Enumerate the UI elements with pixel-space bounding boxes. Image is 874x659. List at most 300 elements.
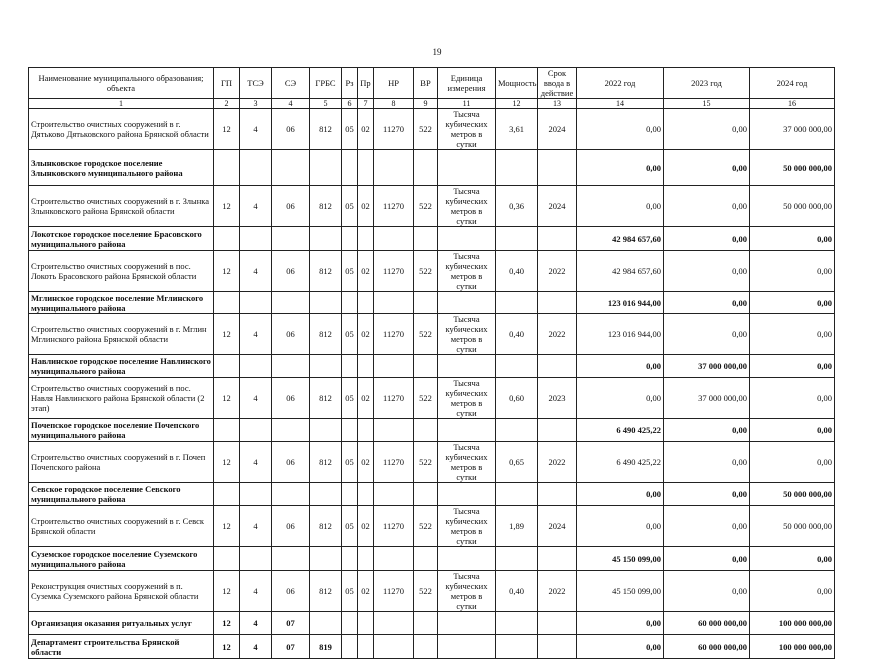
cell-name: Севское городское поселение Севского муниципального района xyxy=(29,483,214,506)
cell-vr: 522 xyxy=(414,314,438,355)
cell-nr xyxy=(374,547,414,571)
cell-2022: 6 490 425,22 xyxy=(577,419,664,442)
cell-pr xyxy=(358,292,374,314)
cell-tse xyxy=(240,227,272,251)
cell-pr: 02 xyxy=(358,251,374,292)
cell-pr: 02 xyxy=(358,571,374,612)
cell-se xyxy=(272,292,310,314)
cell-se: 06 xyxy=(272,378,310,419)
cell-grbs xyxy=(310,292,342,314)
cell-pr xyxy=(358,483,374,506)
cell-se xyxy=(272,355,310,378)
cell-se xyxy=(272,227,310,251)
cell-name: Строительство очистных сооружений в г. Почеп Почепского района xyxy=(29,442,214,483)
cell-tse: 4 xyxy=(240,612,272,635)
table-row xyxy=(29,251,835,292)
cell-capacity: 3,61 xyxy=(496,109,538,150)
cell-rz: 05 xyxy=(342,251,358,292)
table-row xyxy=(29,292,835,314)
table-row xyxy=(29,355,835,378)
cell-gp: 12 xyxy=(214,251,240,292)
column-number: 2 xyxy=(214,99,240,109)
column-number: 12 xyxy=(496,99,538,109)
cell-commissioning: 2022 xyxy=(538,314,577,355)
cell-se xyxy=(272,419,310,442)
header-2024: 2024 год xyxy=(750,68,835,99)
cell-capacity: 0,36 xyxy=(496,186,538,227)
cell-gp xyxy=(214,483,240,506)
header-2023: 2023 год xyxy=(664,68,750,99)
cell-unit xyxy=(438,355,496,378)
column-number: 8 xyxy=(374,99,414,109)
cell-commissioning xyxy=(538,419,577,442)
cell-name: Суземское городское поселение Суземского муниципального района xyxy=(29,547,214,571)
cell-2022: 0,00 xyxy=(577,378,664,419)
cell-name: Строительство очистных сооружений в пос. Навля Навлинского района Брянской области (2 этап) xyxy=(29,378,214,419)
cell-grbs: 819 xyxy=(310,635,342,659)
cell-rz: 05 xyxy=(342,186,358,227)
cell-tse: 4 xyxy=(240,506,272,547)
cell-2022: 0,00 xyxy=(577,355,664,378)
cell-vr: 522 xyxy=(414,506,438,547)
table-row xyxy=(29,506,835,547)
cell-name: Локотское городское поселение Брасовского муниципального района xyxy=(29,227,214,251)
column-number: 6 xyxy=(342,99,358,109)
cell-unit: Тысяча кубических метров в сутки xyxy=(438,378,496,419)
cell-vr: 522 xyxy=(414,186,438,227)
cell-2024: 0,00 xyxy=(750,547,835,571)
cell-vr: 522 xyxy=(414,109,438,150)
cell-unit xyxy=(438,227,496,251)
cell-tse xyxy=(240,483,272,506)
table-row xyxy=(29,612,835,635)
cell-grbs: 812 xyxy=(310,442,342,483)
budget-table xyxy=(28,67,835,659)
cell-capacity xyxy=(496,612,538,635)
cell-tse xyxy=(240,150,272,186)
cell-rz xyxy=(342,612,358,635)
cell-vr: 522 xyxy=(414,571,438,612)
cell-2024: 0,00 xyxy=(750,571,835,612)
cell-se xyxy=(272,547,310,571)
column-number: 5 xyxy=(310,99,342,109)
cell-tse xyxy=(240,292,272,314)
column-number: 3 xyxy=(240,99,272,109)
cell-name: Департамент строительства Брянской области xyxy=(29,635,214,659)
cell-rz: 05 xyxy=(342,571,358,612)
cell-rz xyxy=(342,635,358,659)
cell-name: Строительство очистных сооружений в пос. Локоть Брасовского района Брянской области xyxy=(29,251,214,292)
cell-tse: 4 xyxy=(240,314,272,355)
table-row xyxy=(29,571,835,612)
cell-grbs: 812 xyxy=(310,109,342,150)
cell-2024: 50 000 000,00 xyxy=(750,483,835,506)
cell-2022: 42 984 657,60 xyxy=(577,251,664,292)
cell-2024: 0,00 xyxy=(750,355,835,378)
cell-2023: 0,00 xyxy=(664,571,750,612)
cell-2024: 0,00 xyxy=(750,314,835,355)
cell-capacity xyxy=(496,355,538,378)
cell-unit: Тысяча кубических метров в сутки xyxy=(438,571,496,612)
cell-2023: 37 000 000,00 xyxy=(664,378,750,419)
cell-unit xyxy=(438,612,496,635)
cell-unit: Тысяча кубических метров в сутки xyxy=(438,314,496,355)
cell-vr xyxy=(414,227,438,251)
table-row xyxy=(29,378,835,419)
cell-nr: 11270 xyxy=(374,506,414,547)
cell-commissioning: 2023 xyxy=(538,378,577,419)
table-row xyxy=(29,442,835,483)
cell-capacity: 0,60 xyxy=(496,378,538,419)
column-number: 1 xyxy=(29,99,214,109)
cell-grbs xyxy=(310,483,342,506)
cell-2023: 0,00 xyxy=(664,442,750,483)
cell-rz xyxy=(342,227,358,251)
cell-name: Злынковское городское поселение Злынковского муниципального района xyxy=(29,150,214,186)
cell-gp xyxy=(214,227,240,251)
cell-grbs xyxy=(310,355,342,378)
cell-gp xyxy=(214,419,240,442)
cell-gp: 12 xyxy=(214,378,240,419)
cell-2022: 123 016 944,00 xyxy=(577,314,664,355)
cell-se: 06 xyxy=(272,251,310,292)
cell-rz xyxy=(342,150,358,186)
cell-pr: 02 xyxy=(358,314,374,355)
cell-unit xyxy=(438,483,496,506)
cell-2023: 60 000 000,00 xyxy=(664,612,750,635)
cell-capacity: 0,40 xyxy=(496,314,538,355)
cell-pr xyxy=(358,227,374,251)
cell-tse: 4 xyxy=(240,109,272,150)
cell-vr xyxy=(414,355,438,378)
cell-unit: Тысяча кубических метров в сутки xyxy=(438,506,496,547)
column-number: 16 xyxy=(750,99,835,109)
cell-pr: 02 xyxy=(358,442,374,483)
cell-commissioning xyxy=(538,292,577,314)
cell-pr xyxy=(358,150,374,186)
cell-grbs xyxy=(310,612,342,635)
cell-nr: 11270 xyxy=(374,186,414,227)
cell-pr xyxy=(358,419,374,442)
cell-2023: 0,00 xyxy=(664,150,750,186)
cell-commissioning: 2022 xyxy=(538,251,577,292)
cell-2022: 0,00 xyxy=(577,150,664,186)
cell-pr: 02 xyxy=(358,109,374,150)
cell-2024: 0,00 xyxy=(750,292,835,314)
cell-unit: Тысяча кубических метров в сутки xyxy=(438,186,496,227)
cell-unit xyxy=(438,292,496,314)
cell-nr xyxy=(374,635,414,659)
cell-nr: 11270 xyxy=(374,442,414,483)
table-row xyxy=(29,483,835,506)
cell-unit xyxy=(438,547,496,571)
table-row xyxy=(29,547,835,571)
cell-gp: 12 xyxy=(214,506,240,547)
cell-nr xyxy=(374,419,414,442)
cell-grbs: 812 xyxy=(310,571,342,612)
cell-name: Строительство очистных сооружений в г. Севск Брянской области xyxy=(29,506,214,547)
cell-unit: Тысяча кубических метров в сутки xyxy=(438,442,496,483)
cell-2023: 0,00 xyxy=(664,314,750,355)
header-capacity: Мощность xyxy=(496,68,538,99)
cell-commissioning: 2022 xyxy=(538,571,577,612)
cell-se xyxy=(272,150,310,186)
cell-rz: 05 xyxy=(342,506,358,547)
cell-pr: 02 xyxy=(358,506,374,547)
cell-se: 06 xyxy=(272,506,310,547)
cell-grbs xyxy=(310,227,342,251)
cell-2023: 0,00 xyxy=(664,483,750,506)
cell-2022: 6 490 425,22 xyxy=(577,442,664,483)
table-row xyxy=(29,150,835,186)
cell-2022: 42 984 657,60 xyxy=(577,227,664,251)
cell-tse: 4 xyxy=(240,635,272,659)
cell-nr: 11270 xyxy=(374,251,414,292)
header-unit: Единица измерения xyxy=(438,68,496,99)
cell-rz xyxy=(342,355,358,378)
cell-2022: 123 016 944,00 xyxy=(577,292,664,314)
cell-unit: Тысяча кубических метров в сутки xyxy=(438,251,496,292)
column-number: 7 xyxy=(358,99,374,109)
cell-pr xyxy=(358,612,374,635)
cell-unit: Тысяча кубических метров в сутки xyxy=(438,109,496,150)
cell-2024: 50 000 000,00 xyxy=(750,506,835,547)
cell-2023: 0,00 xyxy=(664,419,750,442)
cell-nr xyxy=(374,612,414,635)
cell-grbs: 812 xyxy=(310,314,342,355)
header-pr: Пр xyxy=(358,68,374,99)
cell-nr: 11270 xyxy=(374,109,414,150)
cell-gp: 12 xyxy=(214,109,240,150)
cell-2023: 0,00 xyxy=(664,547,750,571)
cell-2022: 0,00 xyxy=(577,483,664,506)
cell-grbs: 812 xyxy=(310,186,342,227)
table-body xyxy=(29,109,835,659)
cell-2022: 45 150 099,00 xyxy=(577,547,664,571)
cell-unit xyxy=(438,150,496,186)
cell-2024: 0,00 xyxy=(750,227,835,251)
cell-capacity: 0,65 xyxy=(496,442,538,483)
cell-capacity: 1,89 xyxy=(496,506,538,547)
cell-nr: 11270 xyxy=(374,571,414,612)
cell-tse: 4 xyxy=(240,442,272,483)
table-row xyxy=(29,419,835,442)
cell-gp: 12 xyxy=(214,571,240,612)
cell-commissioning: 2024 xyxy=(538,506,577,547)
cell-2023: 37 000 000,00 xyxy=(664,355,750,378)
table-row xyxy=(29,314,835,355)
cell-se: 06 xyxy=(272,314,310,355)
cell-unit xyxy=(438,635,496,659)
cell-commissioning xyxy=(538,483,577,506)
header-nr: НР xyxy=(374,68,414,99)
cell-vr xyxy=(414,635,438,659)
cell-2023: 0,00 xyxy=(664,186,750,227)
cell-pr xyxy=(358,547,374,571)
header-2022: 2022 год xyxy=(577,68,664,99)
cell-2024: 0,00 xyxy=(750,419,835,442)
cell-pr: 02 xyxy=(358,378,374,419)
cell-2022: 45 150 099,00 xyxy=(577,571,664,612)
cell-nr xyxy=(374,227,414,251)
column-number: 13 xyxy=(538,99,577,109)
cell-gp: 12 xyxy=(214,612,240,635)
cell-2024: 0,00 xyxy=(750,251,835,292)
cell-name: Реконструкция очистных сооружений в п. Суземка Суземского района Брянской области xyxy=(29,571,214,612)
cell-vr: 522 xyxy=(414,378,438,419)
cell-commissioning xyxy=(538,635,577,659)
cell-capacity xyxy=(496,419,538,442)
column-number-row xyxy=(29,99,835,109)
cell-commissioning xyxy=(538,150,577,186)
cell-commissioning xyxy=(538,547,577,571)
header-commissioning: Срок ввода в действие xyxy=(538,68,577,99)
cell-name: Мглинское городское поселение Мглинского муниципального района xyxy=(29,292,214,314)
cell-se: 06 xyxy=(272,442,310,483)
cell-rz: 05 xyxy=(342,442,358,483)
cell-commissioning xyxy=(538,227,577,251)
cell-nr xyxy=(374,150,414,186)
cell-gp: 12 xyxy=(214,442,240,483)
cell-grbs: 812 xyxy=(310,251,342,292)
cell-nr xyxy=(374,355,414,378)
cell-vr xyxy=(414,483,438,506)
cell-rz xyxy=(342,483,358,506)
cell-vr xyxy=(414,547,438,571)
cell-2023: 0,00 xyxy=(664,506,750,547)
cell-2022: 0,00 xyxy=(577,186,664,227)
cell-2024: 100 000 000,00 xyxy=(750,635,835,659)
cell-2022: 0,00 xyxy=(577,506,664,547)
cell-vr xyxy=(414,292,438,314)
cell-name: Навлинское городское поселение Навлинского муниципального района xyxy=(29,355,214,378)
header-grbs: ГРБС xyxy=(310,68,342,99)
cell-capacity xyxy=(496,483,538,506)
cell-se: 06 xyxy=(272,186,310,227)
cell-2024: 0,00 xyxy=(750,378,835,419)
column-number: 14 xyxy=(577,99,664,109)
cell-commissioning: 2024 xyxy=(538,186,577,227)
cell-commissioning: 2022 xyxy=(538,442,577,483)
cell-nr xyxy=(374,483,414,506)
cell-se: 06 xyxy=(272,571,310,612)
cell-se: 07 xyxy=(272,612,310,635)
cell-tse xyxy=(240,355,272,378)
page-number: 19 xyxy=(432,47,442,57)
cell-capacity: 0,40 xyxy=(496,571,538,612)
cell-tse xyxy=(240,547,272,571)
header-gp: ГП xyxy=(214,68,240,99)
header-name: Наименование муниципального образования; объекта xyxy=(29,68,214,99)
cell-capacity xyxy=(496,227,538,251)
cell-rz: 05 xyxy=(342,109,358,150)
cell-nr: 11270 xyxy=(374,378,414,419)
cell-pr: 02 xyxy=(358,186,374,227)
cell-gp: 12 xyxy=(214,635,240,659)
header-se: СЭ xyxy=(272,68,310,99)
cell-unit xyxy=(438,419,496,442)
cell-grbs: 812 xyxy=(310,506,342,547)
cell-name: Строительство очистных сооружений в г. Дятьково Дятьковского района Брянской области xyxy=(29,109,214,150)
column-number: 11 xyxy=(438,99,496,109)
cell-name: Строительство очистных сооружений в г. Злынка Злынковского района Брянской области xyxy=(29,186,214,227)
cell-grbs xyxy=(310,150,342,186)
cell-gp xyxy=(214,355,240,378)
cell-grbs xyxy=(310,419,342,442)
table-row xyxy=(29,186,835,227)
header-rz: Рз xyxy=(342,68,358,99)
cell-gp xyxy=(214,150,240,186)
cell-pr xyxy=(358,635,374,659)
cell-tse: 4 xyxy=(240,378,272,419)
cell-tse: 4 xyxy=(240,571,272,612)
cell-rz xyxy=(342,292,358,314)
cell-se: 07 xyxy=(272,635,310,659)
cell-gp: 12 xyxy=(214,314,240,355)
cell-2024: 50 000 000,00 xyxy=(750,186,835,227)
column-number: 9 xyxy=(414,99,438,109)
cell-grbs xyxy=(310,547,342,571)
cell-2024: 0,00 xyxy=(750,442,835,483)
cell-commissioning xyxy=(538,355,577,378)
cell-name: Организация оказания ритуальных услуг xyxy=(29,612,214,635)
cell-capacity xyxy=(496,150,538,186)
cell-capacity xyxy=(496,292,538,314)
cell-2024: 37 000 000,00 xyxy=(750,109,835,150)
cell-grbs: 812 xyxy=(310,378,342,419)
cell-nr: 11270 xyxy=(374,314,414,355)
cell-2022: 0,00 xyxy=(577,612,664,635)
cell-se: 06 xyxy=(272,109,310,150)
cell-nr xyxy=(374,292,414,314)
cell-vr: 522 xyxy=(414,251,438,292)
cell-2023: 0,00 xyxy=(664,251,750,292)
cell-commissioning: 2024 xyxy=(538,109,577,150)
header-vr: ВР xyxy=(414,68,438,99)
cell-gp: 12 xyxy=(214,186,240,227)
cell-2023: 0,00 xyxy=(664,227,750,251)
cell-tse xyxy=(240,419,272,442)
cell-2024: 100 000 000,00 xyxy=(750,612,835,635)
cell-2022: 0,00 xyxy=(577,109,664,150)
cell-capacity xyxy=(496,635,538,659)
cell-vr: 522 xyxy=(414,442,438,483)
cell-rz: 05 xyxy=(342,314,358,355)
column-number: 15 xyxy=(664,99,750,109)
table-row xyxy=(29,109,835,150)
cell-rz xyxy=(342,547,358,571)
cell-vr xyxy=(414,419,438,442)
cell-se xyxy=(272,483,310,506)
cell-2024: 50 000 000,00 xyxy=(750,150,835,186)
column-number: 4 xyxy=(272,99,310,109)
header-tse: ТСЭ xyxy=(240,68,272,99)
cell-commissioning xyxy=(538,612,577,635)
cell-2023: 0,00 xyxy=(664,109,750,150)
cell-gp xyxy=(214,547,240,571)
table-row xyxy=(29,227,835,251)
cell-name: Строительство очистных сооружений в г. Мглин Мглинского района Брянской области xyxy=(29,314,214,355)
cell-2023: 60 000 000,00 xyxy=(664,635,750,659)
cell-gp xyxy=(214,292,240,314)
header-row xyxy=(29,68,835,99)
cell-tse: 4 xyxy=(240,186,272,227)
cell-rz: 05 xyxy=(342,378,358,419)
cell-capacity: 0,40 xyxy=(496,251,538,292)
cell-capacity xyxy=(496,547,538,571)
cell-rz xyxy=(342,419,358,442)
cell-2022: 0,00 xyxy=(577,635,664,659)
